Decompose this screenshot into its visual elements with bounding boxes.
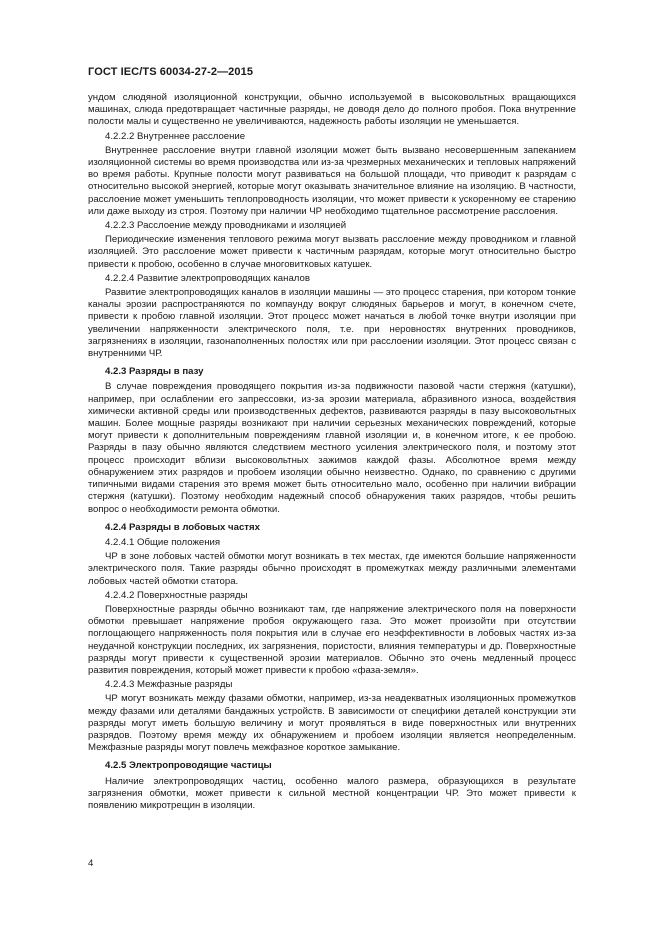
- paragraph: Поверхностные разряды обычно возникают там, где напряжение электрического поля на поверхности обмотки превышает напряжение пробоя окружающего газа. Это может произойти при отсутствии поглощающего напряженность поля покрытия или в случае его неэффективности в лобовых частях из-за неудачной конструкции последних, их загрязнения, пористости, влияния температуры и др. Поверхностные разряды могут привести к существенной эрозии материалов. Обычно это очень медленный процесс развития повреждения, который может привести к пробою «фаза-земля».: [88, 603, 576, 676]
- page-number: 4: [88, 858, 94, 869]
- document-page: [88, 66, 576, 812]
- section-heading: 4.2.4 Разряды в лобовых частях: [105, 521, 260, 533]
- paragraph: Наличие электропроводящих частиц, особенно малого размера, образующихся в результате загрязнения обмотки, может привести к сильной местной концентрации ЧР. Это может привести к появлению микротрещин в изоляции.: [88, 775, 576, 811]
- paragraph-continuation: ундом слюдяной изоляционной конструкции, обычно используемой в высоковольтных вращающихся машинах, слюда предотвращает частичные разряды, не доводя дело до полного пробоя. Пока внутренние полости малы и существенно не увеличиваются, надежность работы изоляции не уменьшается.: [88, 92, 576, 128]
- subsection-heading: 4.2.2.2 Внутреннее расслоение: [105, 130, 246, 142]
- subsection-heading: 4.2.2.4 Развитие электропроводящих каналов: [105, 272, 310, 284]
- document-header: ГОСТ IEC/TS 60034-27-2—2015: [88, 66, 254, 78]
- document-body: [88, 92, 576, 812]
- section-heading: 4.2.3 Разряды в пазу: [105, 366, 204, 378]
- paragraph: ЧР могут возникать между фазами обмотки, например, из-за неадекватных изоляционных промежутков между фазами или деталями бандажных устройств. В зависимости от специфики деталей конструкции эти разряды могут иметь большую величину и могут проявляться в виде поверхностных или внутренних разрядов. Поэтому время между их обнаружением и пробоем изоляции является неопределенным. Межфазные разряды могут повлечь межфазное короткое замыкание.: [88, 693, 576, 754]
- section-heading: 4.2.5 Электропроводящие частицы: [105, 760, 272, 772]
- paragraph: Периодические изменения теплового режима могут вызвать расслоение между проводником и главной изоляцией. Это расслоение может привести к частичным разрядам, которые могут относительно быстро привести к пробою, особенно в случае многовитковых катушек.: [88, 234, 576, 270]
- subsection-heading: 4.2.2.3 Расслоение между проводниками и изоляцией: [105, 220, 347, 232]
- paragraph: ЧР в зоне лобовых частей обмотки могут возникать в тех местах, где имеются большие напряженности электрического поля. Такие разряды обычно происходят в промежутках между различными элементами лобовых частей обмотки статора.: [88, 551, 576, 587]
- paragraph: В случае повреждения проводящего покрытия из-за подвижности пазовой части стержня (катушки), например, при ослаблении его запрессовки, из-за эрозии материала, абразивного износа, воздействия химически активной среды или производственных дефектов, развиваются разряды в пазу высоковольтных машин. Более мощные разряды возникают при наличии серьезных механических повреждений, которые могут привести к дополнительным повреждениям главной изоляции и, в конечном итоге, к ее пробою. Разряды в пазу обычно являются следствием местного усиления электрического поля, и поэтому этот процесс происходит вблизи высоковольтных зажимов каждой фазы. Абсолютное время между обнаружением этих разрядов и пробоем изоляции обычно неизвестно. Однако, по сравнению с другими типичными видами старения это время может быть относительно мало, особенно при наличии вибрации стержня (катушки). Поэтому необходим надежный способ обнаружения таких разрядов, чтобы решить вопрос о необходимости ремонта обмотки.: [88, 381, 576, 515]
- paragraph: Развитие электропроводящих каналов в изоляции машины — это процесс старения, при котором тонкие каналы эрозии распространяются по компаунду вокруг слюдяных барьеров и могут, в конечном счете, привести к пробою главной изоляции. Этот процесс может начаться в любой точке внутри изоляции при увеличении напряженности электрического поля, т.е. при неровностях внутренних проводников, загрязнениях в изоляции, газонаполненных полостях или при расслоении изоляции. Этот процесс связан с внутренними ЧР.: [88, 287, 576, 360]
- paragraph: Внутреннее расслоение внутри главной изоляции может быть вызвано несовершенным запеканием изоляционной системы во время производства или из-за чрезмерных механических и тепловых напряжений во время работы. Крупные полости могут развиваться на большой площади, что приводит к разрядам с относительно высокой энергией, которые могут оказывать значительное влияние на изоляцию. В частности, расслоение может уменьшить теплопроводность изоляции, что может привести к ускоренному ее старению или даже выходу из строя. Поэтому при наличии ЧР необходимо тщательное рассмотрение расслоения.: [88, 144, 576, 217]
- subsection-heading: 4.2.4.1 Общие положения: [105, 536, 221, 548]
- subsection-heading: 4.2.4.3 Межфазные разряды: [105, 679, 233, 691]
- subsection-heading: 4.2.4.2 Поверхностные разряды: [105, 589, 248, 601]
